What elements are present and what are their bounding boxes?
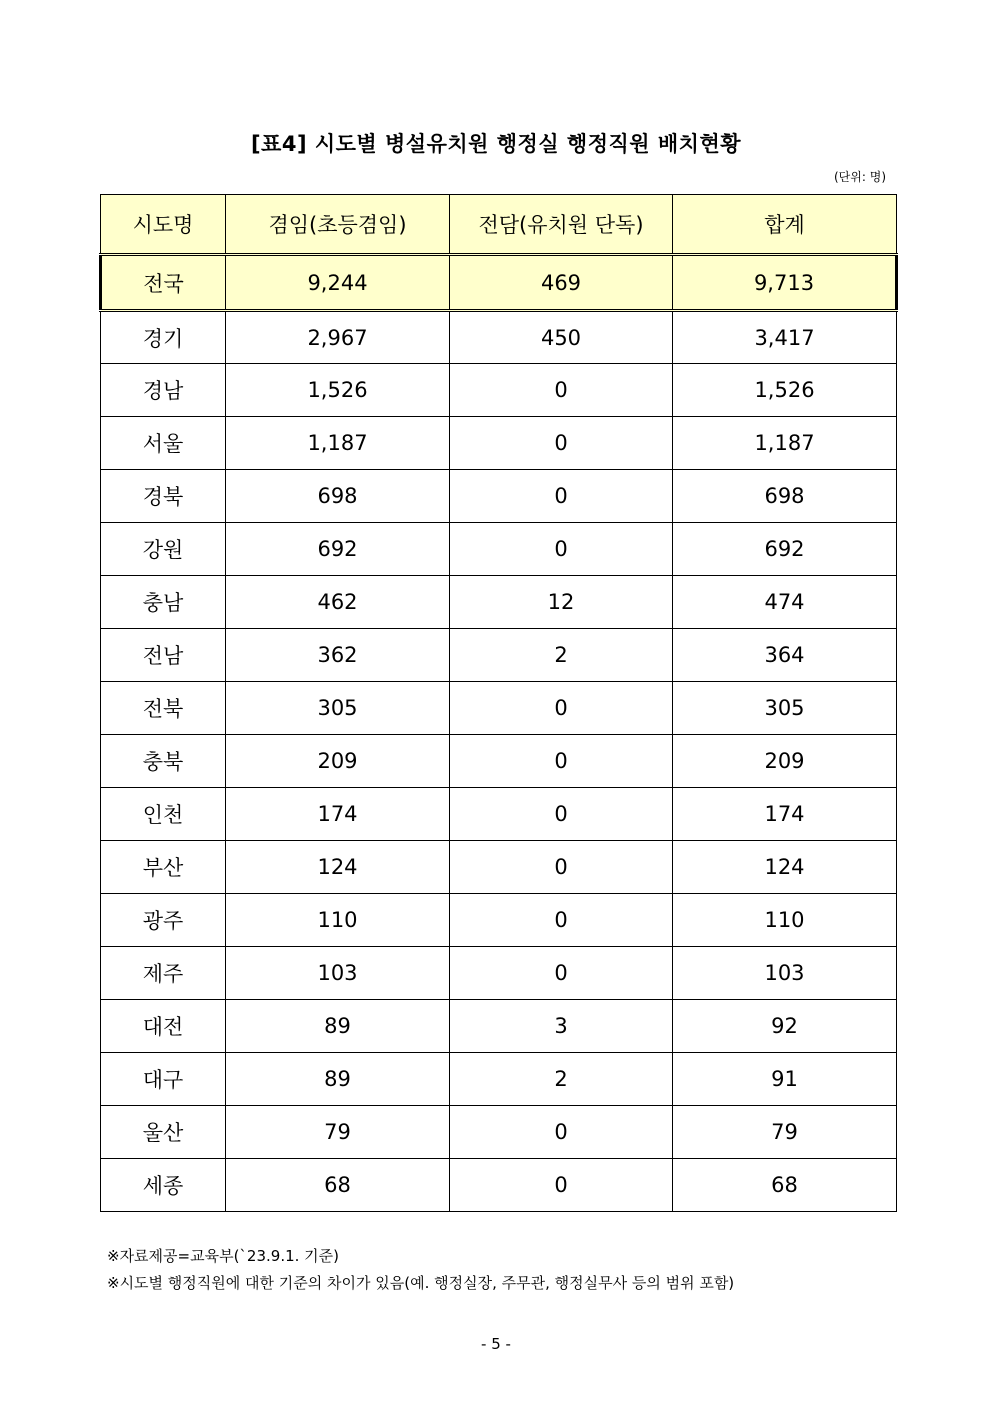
dedicated-cell: 0: [450, 735, 673, 788]
sum-cell: 68: [673, 1159, 897, 1212]
table-row: [101, 682, 897, 735]
concurrent-cell: 124: [226, 841, 450, 894]
table-row: [101, 523, 897, 576]
region-cell: 부산: [101, 841, 226, 894]
sum-cell: 91: [673, 1053, 897, 1106]
region-cell: 전남: [101, 629, 226, 682]
sum-cell: 1,526: [673, 364, 897, 417]
header-concurrent: 겸임(초등겸임): [226, 195, 450, 255]
table-row: [101, 735, 897, 788]
table-row: [101, 629, 897, 682]
table-row: [101, 788, 897, 841]
header-region: 시도명: [101, 195, 226, 255]
concurrent-cell: 89: [226, 1053, 450, 1106]
sum-cell: 1,187: [673, 417, 897, 470]
concurrent-cell: 1,187: [226, 417, 450, 470]
footnotes: [107, 1243, 734, 1297]
region-cell: 전북: [101, 682, 226, 735]
dedicated-cell: 0: [450, 682, 673, 735]
table-row: [101, 311, 897, 364]
total-region-cell: 전국: [101, 255, 226, 311]
region-cell: 대구: [101, 1053, 226, 1106]
table-row: [101, 894, 897, 947]
concurrent-cell: 110: [226, 894, 450, 947]
sum-cell: 209: [673, 735, 897, 788]
dedicated-cell: 0: [450, 1159, 673, 1212]
table-row: [101, 1000, 897, 1053]
sum-cell: 305: [673, 682, 897, 735]
header-total: 합계: [673, 195, 897, 255]
table-row: [101, 470, 897, 523]
dedicated-cell: 2: [450, 629, 673, 682]
header-dedicated: 전담(유치원 단독): [450, 195, 673, 255]
dedicated-cell: 12: [450, 576, 673, 629]
dedicated-cell: 0: [450, 947, 673, 1000]
sum-cell: 103: [673, 947, 897, 1000]
table-row: [101, 364, 897, 417]
table-row: [101, 841, 897, 894]
region-cell: 강원: [101, 523, 226, 576]
table-row: [101, 1106, 897, 1159]
footnote-source: ※자료제공=교육부(`23.9.1. 기준): [107, 1247, 339, 1265]
sum-cell: 692: [673, 523, 897, 576]
dedicated-cell: 0: [450, 1106, 673, 1159]
sum-cell: 364: [673, 629, 897, 682]
page-number: - 5 -: [481, 1335, 511, 1353]
concurrent-cell: 305: [226, 682, 450, 735]
sum-cell: 698: [673, 470, 897, 523]
table-row: [101, 417, 897, 470]
table-row: [101, 1053, 897, 1106]
concurrent-cell: 462: [226, 576, 450, 629]
concurrent-cell: 362: [226, 629, 450, 682]
dedicated-cell: 0: [450, 417, 673, 470]
dedicated-cell: 2: [450, 1053, 673, 1106]
dedicated-cell: 0: [450, 894, 673, 947]
sum-cell: 474: [673, 576, 897, 629]
concurrent-cell: 692: [226, 523, 450, 576]
concurrent-cell: 209: [226, 735, 450, 788]
dedicated-cell: 3: [450, 1000, 673, 1053]
staff-allocation-table: [99, 194, 898, 1212]
unit-label: (단위: 명): [834, 170, 886, 184]
sum-cell: 92: [673, 1000, 897, 1053]
concurrent-cell: 68: [226, 1159, 450, 1212]
sum-cell: 3,417: [673, 311, 897, 364]
region-cell: 경남: [101, 364, 226, 417]
table-title: [표4] 시도별 병설유치원 행정실 행정직원 배치현황: [250, 132, 742, 156]
sum-cell: 110: [673, 894, 897, 947]
table-row: [101, 1159, 897, 1212]
concurrent-cell: 174: [226, 788, 450, 841]
table-row: [101, 576, 897, 629]
region-cell: 충북: [101, 735, 226, 788]
table-header-row: [101, 195, 897, 255]
sum-cell: 124: [673, 841, 897, 894]
dedicated-cell: 0: [450, 523, 673, 576]
region-cell: 광주: [101, 894, 226, 947]
sum-cell: 79: [673, 1106, 897, 1159]
concurrent-cell: 1,526: [226, 364, 450, 417]
dedicated-cell: 0: [450, 788, 673, 841]
dedicated-cell: 0: [450, 364, 673, 417]
concurrent-cell: 89: [226, 1000, 450, 1053]
region-cell: 경북: [101, 470, 226, 523]
region-cell: 서울: [101, 417, 226, 470]
region-cell: 충남: [101, 576, 226, 629]
concurrent-cell: 103: [226, 947, 450, 1000]
region-cell: 울산: [101, 1106, 226, 1159]
region-cell: 세종: [101, 1159, 226, 1212]
region-cell: 인천: [101, 788, 226, 841]
dedicated-cell: 0: [450, 470, 673, 523]
concurrent-cell: 2,967: [226, 311, 450, 364]
concurrent-cell: 79: [226, 1106, 450, 1159]
footnote-criteria: ※시도별 행정직원에 대한 기준의 차이가 있음(예. 행정실장, 주무관, 행정실무사 등의 범위 포함): [107, 1274, 735, 1292]
dedicated-cell: 0: [450, 841, 673, 894]
region-cell: 대전: [101, 1000, 226, 1053]
sum-cell: 174: [673, 788, 897, 841]
region-cell: 경기: [101, 311, 226, 364]
region-cell: 제주: [101, 947, 226, 1000]
total-row: [101, 255, 897, 311]
total-dedicated-cell: 469: [450, 255, 673, 311]
total-sum-cell: 9,713: [673, 255, 897, 311]
concurrent-cell: 698: [226, 470, 450, 523]
total-concurrent-cell: 9,244: [226, 255, 450, 311]
dedicated-cell: 450: [450, 311, 673, 364]
table-row: [101, 947, 897, 1000]
